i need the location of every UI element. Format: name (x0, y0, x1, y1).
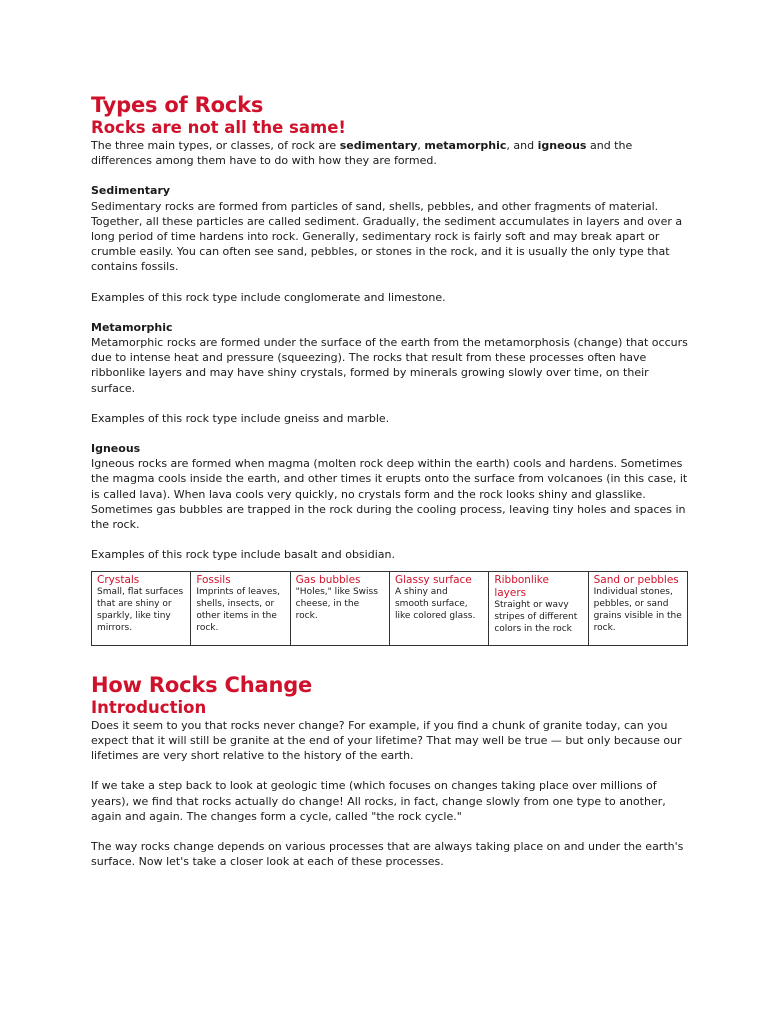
igneous-heading: Igneous (91, 442, 141, 456)
feature-cell-fossils (191, 572, 290, 645)
feature-title: Fossils (196, 574, 231, 587)
rock-features-table (91, 571, 688, 645)
feature-title: Glassy surface (394, 574, 472, 587)
introduction-paragraph-3: The way rocks change depends on various processes that are always taking place on and under the earth's surface. Now let's take a closer look at each of these processes. (91, 840, 684, 869)
metamorphic-body: Metamorphic rocks are formed under the surface of the earth from the metamorphosis (change) that occurs due to intense heat and pressure (squeezing). The rocks that result from these processes often have ribbonlike layers and may have shiny crystals, formed by minerals growing slowly over time, on their surface. (91, 336, 688, 395)
feature-cell-glassy-surface (389, 572, 488, 645)
feature-description: Imprints of leaves, shells, insects, or other items in the rock. (196, 587, 280, 633)
section-subtitle-introduction: Introduction (91, 697, 207, 717)
feature-description: Small, flat surfaces that are shiny or sparkly, like tiny mirrors. (97, 587, 184, 633)
feature-title: Sand or pebbles (593, 574, 679, 587)
sedimentary-body: Sedimentary rocks are formed from particles of sand, shells, pebbles, and other fragments of material. Together, all these particles are called sediment. Gradually, the sediment accumulates in layers and over a long period of time hardens into rock. Generally, sedimentary rock is fairly soft and may break apart or crumble easily. You can often see sand, pebbles, or stones in the rock, and it is usually the only type that contains fossils. (91, 199, 683, 274)
metamorphic-heading: Metamorphic (91, 320, 173, 334)
feature-cell-sand-or-pebbles (588, 572, 687, 645)
feature-cell-crystals (92, 572, 191, 645)
feature-title: Ribbonlike layers (494, 574, 549, 600)
feature-title: Crystals (97, 574, 140, 587)
intro-text-end: and the differences among them have to do with how they are formed. (91, 139, 633, 168)
sedimentary-heading: Sedimentary (91, 184, 171, 198)
page-title: Types of Rocks (91, 93, 264, 117)
feature-description: A shiny and smooth surface, like colored glass. (394, 587, 476, 622)
document-page (91, 92, 691, 869)
feature-description: Straight or wavy stripes of different colors in the rock (494, 600, 578, 635)
igneous-body: Igneous rocks are formed when magma (molten rock deep within the earth) cools and hardens. Sometimes the magma cools inside the earth, and other times it erupts onto the surface from volcanoes (in this case, it is called lava). When lava cools very quickly, no crystals form and the rock looks shiny and glasslike. Sometimes gas bubbles are trapped in the rock during the cooling process, leaving tiny holes and spaces in the rock. (91, 457, 688, 532)
term-igneous: igneous (537, 139, 587, 152)
feature-cell-gas-bubbles (290, 572, 389, 645)
term-sedimentary: sedimentary (339, 139, 418, 152)
sedimentary-examples: Examples of this rock type include conglomerate and limestone. (91, 290, 446, 304)
feature-cell-ribbonlike-layers (489, 572, 588, 645)
intro-sep-1: , (417, 139, 425, 152)
intro-text-start: The three main types, or classes, of rock are (91, 139, 340, 152)
metamorphic-examples: Examples of this rock type include gneiss and marble. (91, 411, 390, 425)
section-subtitle: Rocks are not all the same! (91, 118, 346, 137)
feature-description: "Holes," like Swiss cheese, in the rock. (295, 587, 378, 622)
intro-paragraph (91, 138, 691, 168)
introduction-paragraph-1: Does it seem to you that rocks never change? For example, if you find a chunk of granite today, can you expect that it will still be granite at the end of your lifetime? That may well be true — but only because our lifetimes are very short relative to the history of the earth. (91, 718, 682, 763)
term-metamorphic: metamorphic (424, 139, 507, 152)
table-row (92, 572, 688, 645)
intro-sep-2: , and (506, 139, 538, 152)
feature-description: Individual stones, pebbles, or sand grains visible in the rock. (593, 587, 682, 633)
introduction-paragraph-2: If we take a step back to look at geologic time (which focuses on changes taking place over millions of years), we find that rocks actually do change! All rocks, in fact, change slowly from one type to another, again and again. The changes form a cycle, called "the rock cycle." (91, 779, 666, 823)
igneous-examples: Examples of this rock type include basalt and obsidian. (91, 548, 395, 562)
feature-title: Gas bubbles (295, 574, 361, 587)
section-title-how-rocks-change: How Rocks Change (91, 672, 313, 697)
